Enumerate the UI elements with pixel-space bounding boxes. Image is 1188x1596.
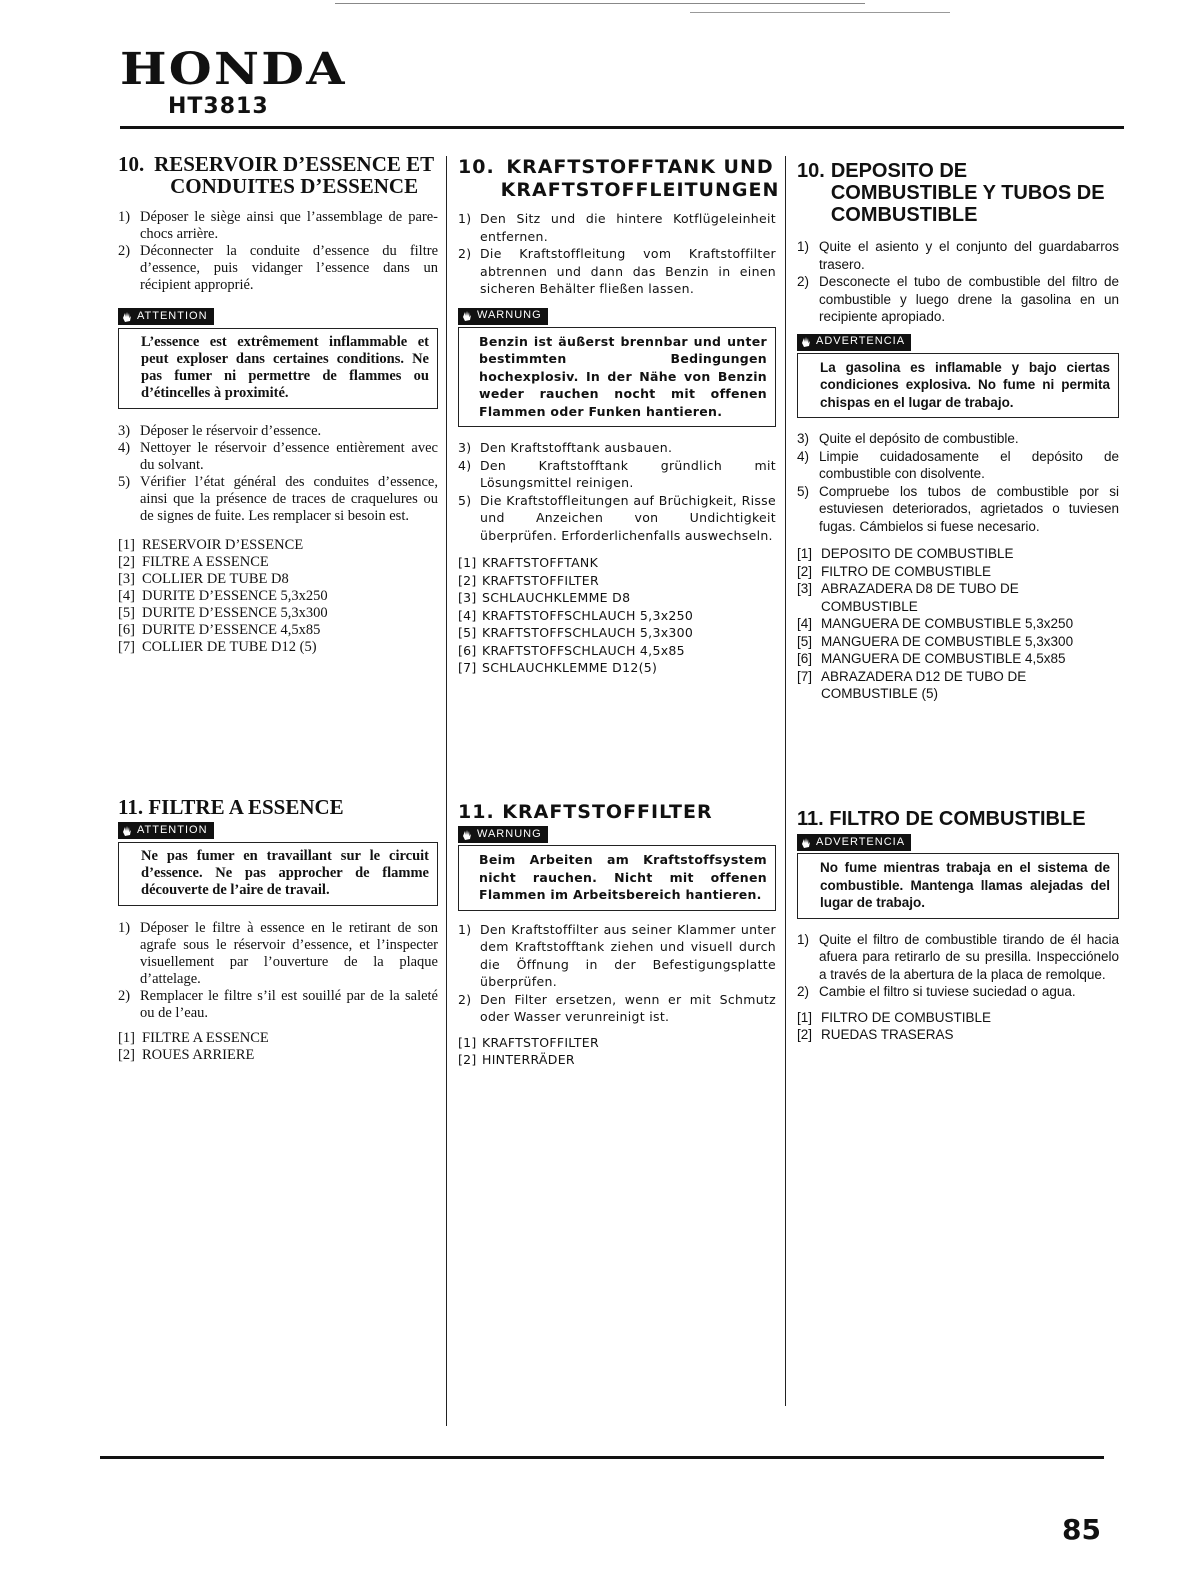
step-item: 5) Compruebe los tubos de combustible por si estuviesen deteriorados, agrietados o tuviesen fugas. Cámbielos si fuese necesario. (797, 483, 1119, 534)
steps-list (118, 209, 438, 294)
warning-block (118, 822, 438, 906)
warning-label: WARNUNG (458, 308, 548, 325)
warning-text: Beim Arbeiten am Kraftstoffsystem nicht rauchen. Nicht mit offenen Flammen im Arbeitsbereich hantieren. (458, 845, 776, 911)
part-item: [2] ROUES ARRIERE (118, 1046, 255, 1063)
warning-text: La gasolina es inflamable y bajo ciertas condiciones explosiva. No fume ni permita chispas en el lugar de trabajo. (797, 353, 1119, 419)
section-10 (118, 153, 438, 656)
step-item: 3) Quite el depósito de combustible. (797, 431, 1019, 446)
part-item: [5] MANGUERA DE COMBUSTIBLE 5,3x300 (797, 633, 1074, 649)
step-item: 2) Die Kraftstoffleitung vom Kraftstoffilter abtrennen und dann das Benzin in einen sicheren Behälter fließen lassen. (458, 246, 776, 296)
step-item: 1) Den Kraftstoffilter aus seiner Klammer unter dem Kraftstofftank ziehen und visuell durch die Öffnung in der Befestigungsplatte überprüfen. (458, 921, 776, 989)
part-item: [6] KRAFTSTOFFSCHLAUCH 4,5x85 (458, 642, 685, 658)
step-item: 3) Den Kraftstofftank ausbauen. (458, 440, 673, 455)
column-divider (785, 156, 786, 1406)
part-item: [3] ABRAZADERA D8 DE TUBO DE COMBUSTIBLE (797, 581, 1019, 614)
parts-list (797, 545, 1119, 703)
part-item: [7] SCHLAUCHKLEMME D12(5) (458, 660, 658, 675)
section-title: 11. KRAFTSTOFFILTER (458, 801, 713, 823)
step-item: 2) Remplacer le filtre s’il est souillé par de la saleté ou de l’eau. (118, 987, 438, 1021)
scan-edge-line (690, 12, 950, 13)
parts-list (118, 537, 438, 656)
step-item: 2) Den Filter ersetzen, wenn er mit Schmutz oder Wasser verunreinigt ist. (458, 991, 776, 1024)
hand-warning-icon (121, 825, 133, 837)
part-item: [4] DURITE D’ESSENCE 5,3x250 (118, 587, 328, 604)
part-item: [2] HINTERRÄDER (458, 1052, 575, 1067)
footer-rule (100, 1456, 1104, 1459)
steps-list (118, 920, 438, 1022)
section-11 (458, 801, 776, 1069)
warning-text: Benzin ist äußerst brennbar und unter bestimmten Bedingungen hochexplosiv. In der Nähe von Benzin weder rauchen nocht mit offenen Flammen oder Funken hantieren. (458, 327, 776, 428)
steps-list (797, 931, 1119, 1001)
hand-warning-icon (800, 336, 812, 348)
hand-warning-icon (461, 829, 473, 841)
section-11 (118, 796, 438, 1064)
step-item: 1) Déposer le siège ainsi que l’assemblage de pare-chocs arrière. (118, 209, 438, 242)
steps-list (118, 423, 438, 525)
step-item: 2) Déconnecter la conduite d’essence du filtre d’essence, puis vidanger l’essence dans un récipient approprié. (118, 243, 438, 293)
part-item: [2] FILTRE A ESSENCE (118, 553, 269, 570)
warning-label: WARNUNG (458, 826, 548, 843)
parts-list (797, 1009, 1119, 1044)
warning-text: Ne pas fumer en travaillant sur le circuit d’essence. Ne pas approcher de flamme découverte de l’aire de travail. (118, 842, 438, 906)
part-item: [6] DURITE D’ESSENCE 4,5x85 (118, 621, 321, 638)
hand-warning-icon (461, 310, 473, 322)
part-item: [2] FILTRO DE COMBUSTIBLE (797, 563, 992, 579)
warning-label: ATTENTION (118, 308, 214, 325)
part-item: [2] KRAFTSTOFFILTER (458, 572, 599, 588)
section-11 (797, 808, 1119, 1044)
part-item: [1] FILTRE A ESSENCE (118, 1029, 269, 1046)
warning-block (118, 308, 438, 409)
step-item: 1) Den Sitz und die hintere Kotflügeleinheit entfernen. (458, 211, 776, 244)
warning-block (458, 826, 776, 911)
part-item: [2] RUEDAS TRASERAS (797, 1027, 954, 1042)
parts-list (118, 1030, 438, 1064)
part-item: [7] COLLIER DE TUBE D12 (5) (118, 638, 317, 655)
part-item: [1] RESERVOIR D’ESSENCE (118, 536, 304, 553)
section-10 (458, 156, 780, 677)
step-item: 4) Limpie cuidadosamente el depósito de combustible con disolvente. (797, 448, 1119, 481)
step-item: 2) Cambie el filtro si tuviese suciedad o agua. (797, 984, 1076, 999)
step-item: 5) Die Kraftstoffleitungen auf Brüchigkeit, Risse und Anzeichen von Undichtigkeit überprüfen. Erforderlichenfalls auswechseln. (458, 492, 776, 543)
part-item: [1] DEPOSITO DE COMBUSTIBLE (797, 546, 1014, 561)
step-item: 2) Desconecte el tubo de combustible del filtro de combustible y luego drene la gasolina en un recipiente apropiado. (797, 274, 1119, 324)
section-title: 10. RESERVOIR D’ESSENCE ET CONDUITES D’ESSENCE (118, 152, 435, 198)
warning-label: ADVERTENCIA (797, 334, 911, 351)
warning-text: No fume mientras trabaja en el sistema de combustible. Mantenga llamas alejadas del lugar de trabajo. (797, 853, 1119, 919)
section-title: 10. DEPOSITO DE COMBUSTIBLE Y TUBOS DE COMBUSTIBLE (797, 160, 1105, 226)
column-divider (446, 156, 447, 1426)
section-title: 11. FILTRE A ESSENCE (118, 795, 344, 819)
step-item: 1) Quite el filtro de combustible tirando de él hacia afuera para retirarlo de su presilla. Inspecciónelo a través de la abertura de la placa de remolque. (797, 931, 1119, 982)
parts-list (458, 1034, 776, 1069)
step-item: 4) Nettoyer le réservoir d’essence entièrement avec du solvant. (118, 439, 438, 473)
steps-list (458, 921, 776, 1026)
warning-block (797, 334, 1119, 419)
part-item: [4] KRAFTSTOFFSCHLAUCH 5,3x250 (458, 607, 694, 623)
steps-list (797, 430, 1119, 535)
parts-list (458, 554, 776, 677)
section-title: 10. KRAFTSTOFFTANK UND KRAFTSTOFFLEITUNGEN (458, 156, 780, 201)
warning-label: ADVERTENCIA (797, 834, 911, 851)
steps-list (458, 439, 776, 544)
section-title: 11. FILTRO DE COMBUSTIBLE (797, 808, 1086, 830)
warning-label: ATTENTION (118, 822, 214, 839)
step-item: 1) Quite el asiento y el conjunto del guardabarros trasero. (797, 239, 1119, 272)
part-item: [4] MANGUERA DE COMBUSTIBLE 5,3x250 (797, 616, 1074, 631)
hand-warning-icon (121, 311, 133, 323)
step-item: 5) Vérifier l’état général des conduites d’essence, ainsi que la présence de traces de craquelures ou de signes de fuite. Les remplacer si besoin est. (118, 473, 438, 524)
part-item: [3] SCHLAUCHKLEMME D8 (458, 590, 631, 605)
header-rule (120, 126, 1124, 129)
step-item: 1) Déposer le filtre à essence en le retirant de son agrafe sous le réservoir d’essence, et l’inspecter visuellement par l’ouverture de la plaque d’attelage. (118, 919, 438, 987)
part-item: [1] KRAFTSTOFFTANK (458, 555, 599, 570)
warning-block (458, 308, 776, 428)
part-item: [7] ABRAZADERA D12 DE TUBO DE COMBUSTIBLE (5) (797, 668, 1027, 701)
part-item: [1] KRAFTSTOFFILTER (458, 1034, 599, 1050)
warning-block (797, 834, 1119, 919)
part-item: [5] DURITE D’ESSENCE 5,3x300 (118, 604, 328, 621)
hand-warning-icon (800, 837, 812, 849)
scan-edge-line (335, 3, 865, 4)
step-item: 3) Déposer le réservoir d’essence. (118, 422, 322, 439)
part-item: [6] MANGUERA DE COMBUSTIBLE 4,5x85 (797, 651, 1066, 666)
warning-text: L’essence est extrêmement inflammable et peut exploser dans certaines conditions. Ne pas fumer ni permettre de flammes ou d’étincelles à proximité. (118, 328, 438, 409)
part-item: [3] COLLIER DE TUBE D8 (118, 570, 289, 587)
steps-list (797, 238, 1119, 326)
part-item: [1] FILTRO DE COMBUSTIBLE (797, 1009, 992, 1025)
step-item: 4) Den Kraftstofftank gründlich mit Lösungsmittel reinigen. (458, 457, 776, 490)
part-item: [5] KRAFTSTOFFSCHLAUCH 5,3x300 (458, 625, 694, 640)
section-10 (797, 160, 1119, 703)
brand-logo: HONDA (120, 44, 347, 95)
steps-list (458, 210, 776, 298)
model-name: HT3813 (168, 94, 269, 119)
page-number: 85 (1062, 1513, 1101, 1546)
